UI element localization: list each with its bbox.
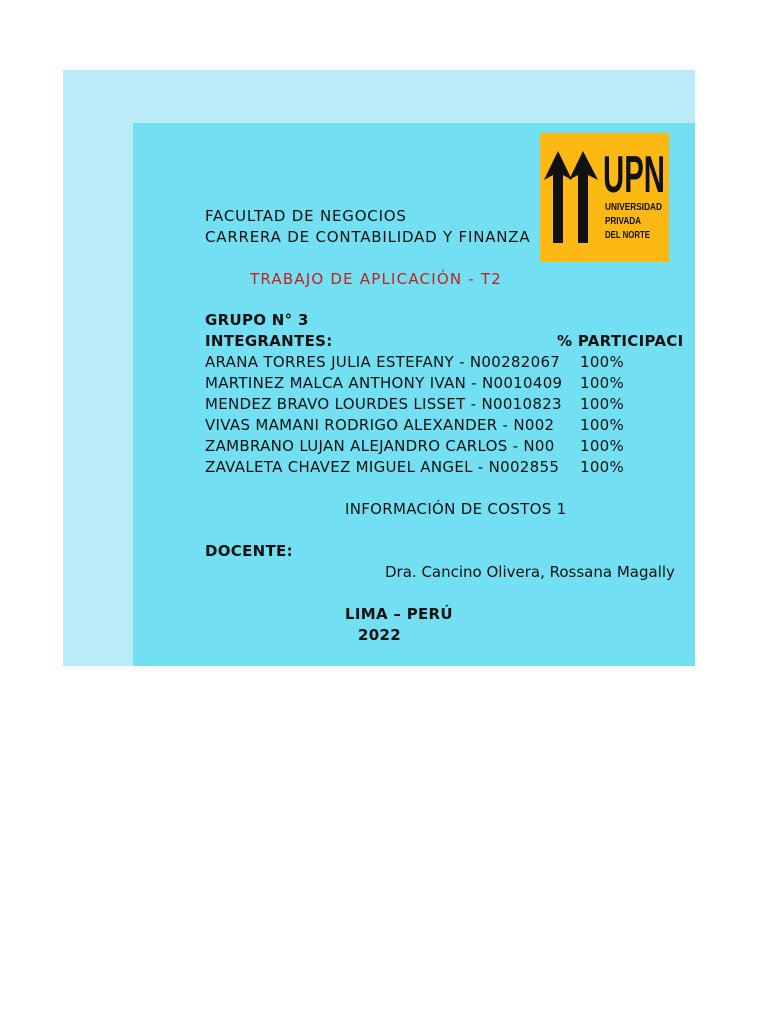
member-name: MARTINEZ MALCA ANTHONY IVAN - N0010409 <box>205 374 563 392</box>
member-name: ZAMBRANO LUJAN ALEJANDRO CARLOS - N00 <box>205 437 555 455</box>
teacher-name: Dra. Cancino Olivera, Rossana Magally <box>385 563 675 581</box>
course-name: INFORMACIÓN DE COSTOS 1 <box>345 500 567 518</box>
logo-line-1: UNIVERSIDAD <box>605 202 662 213</box>
members-header-name: INTEGRANTES: <box>205 332 333 350</box>
logo-mark: UPN <box>603 146 665 204</box>
member-name: VIVAS MAMANI RODRIGO ALEXANDER - N002 <box>205 416 555 434</box>
upn-logo <box>540 133 669 262</box>
assignment-title: TRABAJO DE APLICACIÓN - T2 <box>250 270 502 288</box>
group-label: GRUPO N° 3 <box>205 311 309 329</box>
cover-panel <box>133 123 695 666</box>
member-name: MENDEZ BRAVO LOURDES LISSET - N0010823 <box>205 395 562 413</box>
members-header-participation: % PARTICIPACI <box>557 332 684 350</box>
member-participation: 100% <box>580 395 625 413</box>
member-participation: 100% <box>580 437 625 455</box>
member-participation: 100% <box>580 416 625 434</box>
member-participation: 100% <box>580 374 625 392</box>
career-label: CARRERA DE CONTABILIDAD Y FINANZA <box>205 228 531 246</box>
member-participation: 100% <box>580 353 625 371</box>
place-label: LIMA – PERÚ <box>345 605 453 623</box>
member-name: ARANA TORRES JULIA ESTEFANY - N00282067 <box>205 353 561 371</box>
member-participation: 100% <box>580 458 625 476</box>
teacher-label: DOCENTE: <box>205 542 293 560</box>
year-label: 2022 <box>358 626 401 644</box>
logo-line-2: PRIVADA <box>605 216 641 227</box>
outer-frame <box>63 70 695 666</box>
faculty-label: FACULTAD DE NEGOCIOS <box>205 207 407 225</box>
upn-logo-graphic <box>540 133 669 262</box>
member-name: ZAVALETA CHAVEZ MIGUEL ANGEL - N002855 <box>205 458 560 476</box>
logo-line-3: DEL NORTE <box>605 230 651 241</box>
